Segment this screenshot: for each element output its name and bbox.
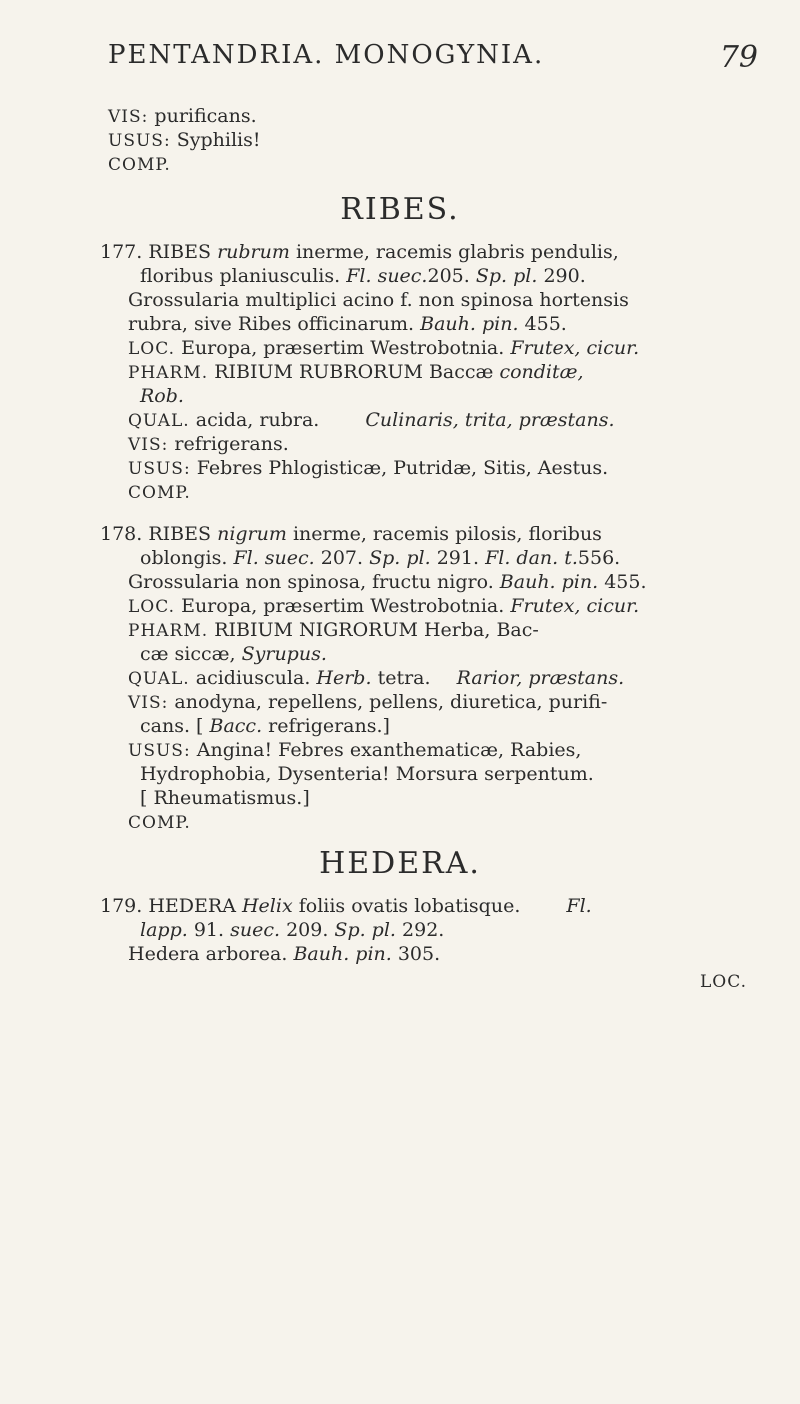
entry-178-line-2: oblongis. Fl. suec. 207. Sp. pl. 291. Fl. dan. t.556. (140, 547, 621, 569)
entry-number: 179. (100, 895, 143, 917)
entry-177-loc: LOC. Europa, præsertim Westrobotnia. Frutex, cicur. (128, 337, 640, 359)
top-usus-line: USUS: Syphilis! (108, 129, 261, 151)
section-title-ribes: RIBES. (340, 192, 460, 227)
entry-178-pharm: PHARM. RIBIUM NIGRORUM Herba, Bac- (128, 619, 539, 641)
entry-179-line-3: Hedera arborea. Bauh. pin. 305. (128, 943, 441, 965)
entry-177-pharm-2: Rob. (140, 385, 184, 407)
page-header (108, 40, 758, 80)
top-vis-line: VIS: purificans. (108, 105, 257, 127)
entry-178-line-3: Grossularia non spinosa, fructu nigro. Bauh. pin. 455. (128, 571, 647, 593)
catchword: LOC. (700, 972, 748, 992)
entry-177-line-2: floribus planiusculis. Fl. suec.205. Sp. pl. 290. (140, 265, 586, 287)
entry-177-line-4: rubra, sive Ribes officinarum. Bauh. pin. 455. (128, 313, 567, 335)
entry-178-loc: LOC. Europa, præsertim Westrobotnia. Frutex, cicur. (128, 595, 640, 617)
entry-178-comp: COMP. (128, 813, 191, 833)
entry-178-qual: QUAL. acidiuscula. Herb. tetra. Rarior, præstans. (128, 667, 625, 689)
entry-178-usus: USUS: Angina! Febres exanthematicæ, Rabies, (128, 739, 582, 761)
entry-number: 177. (100, 241, 143, 263)
entry-178-vis-2: cans. [ Bacc. refrigerans.] (140, 715, 390, 737)
entry-number: 178. (100, 523, 143, 545)
entry-177-usus: USUS: Febres Phlogisticæ, Putridæ, Sitis, Aestus. (128, 457, 609, 479)
entry-177-line-3: Grossularia multiplici acino f. non spinosa hortensis (128, 289, 629, 311)
entry-178-usus-3: [ Rheumatismus.] (140, 787, 310, 809)
entry-177-comp: COMP. (128, 483, 191, 503)
entry-179-line-1: 179. HEDERA Helix foliis ovatis lobatisque. Fl. (100, 895, 592, 917)
entry-178-vis: VIS: anodyna, repellens, pellens, diuretica, purifi- (128, 691, 608, 713)
entry-179-line-2: lapp. 91. suec. 209. Sp. pl. 292. (140, 919, 445, 941)
entry-178-usus-2: Hydrophobia, Dysenteria! Morsura serpentum. (140, 763, 594, 785)
entry-178-pharm-2: cæ siccæ, Syrupus. (140, 643, 327, 665)
entry-177-qual: QUAL. acida, rubra. Culinaris, trita, præstans. (128, 409, 615, 431)
entry-177-pharm: PHARM. RIBIUM RUBRORUM Baccæ conditæ, (128, 361, 584, 383)
top-comp-line: COMP. (108, 155, 171, 175)
entry-177-vis: VIS: refrigerans. (128, 433, 289, 455)
page-number: 79 (719, 40, 758, 75)
entry-178-line-1: 178. RIBES nigrum inerme, racemis pilosis, floribus (100, 523, 602, 545)
entry-177-line-1: 177. RIBES rubrum inerme, racemis glabris pendulis, (100, 241, 619, 263)
running-head: PENTANDRIA. MONOGYNIA. (108, 40, 545, 70)
section-title-hedera: HEDERA. (319, 846, 481, 881)
